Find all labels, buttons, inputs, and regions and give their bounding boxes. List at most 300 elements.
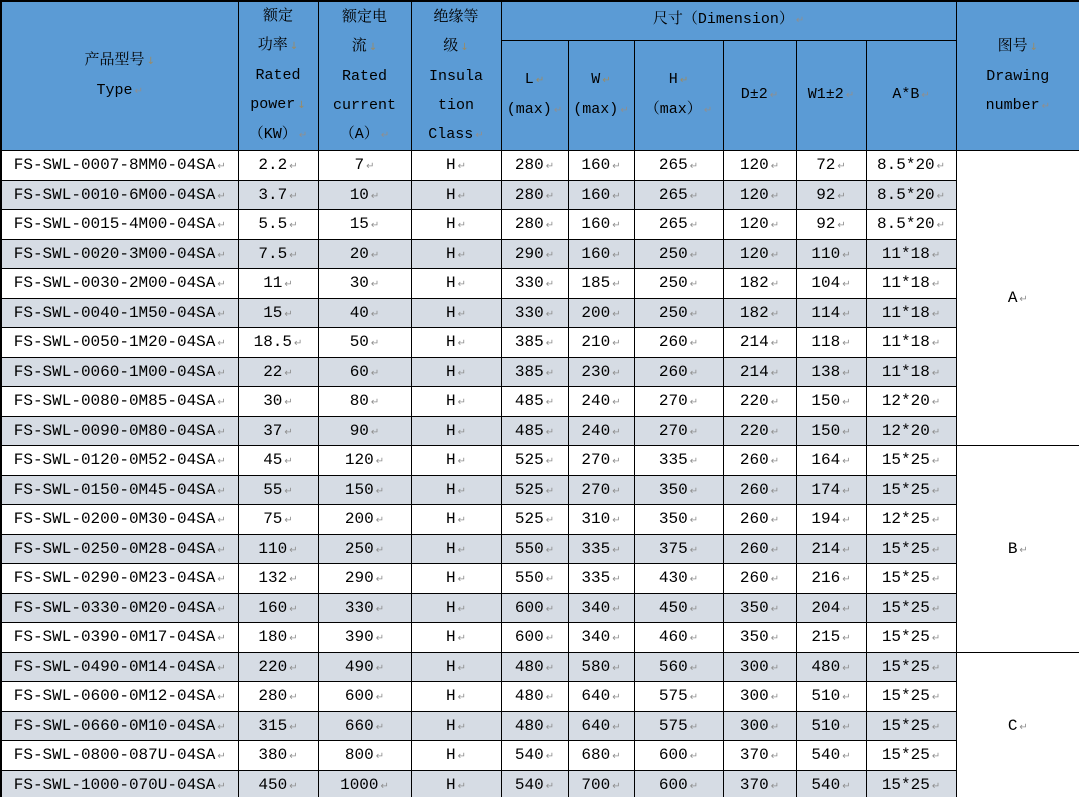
cell-value: 55 xyxy=(263,480,283,499)
para-mark-icon: ↵ xyxy=(837,220,846,232)
cell-power xyxy=(238,770,318,797)
header-current-en1: Rated xyxy=(341,67,387,85)
cell-value: 480 xyxy=(514,716,544,735)
para-mark-icon: ↵ xyxy=(931,544,941,556)
cell-value: 214 xyxy=(739,362,769,381)
cell-value: H xyxy=(446,244,456,263)
cell-value: FS-SWL-0080-0M85-04SA xyxy=(13,392,216,411)
cell-insulation xyxy=(411,593,501,623)
cell-dim-ab xyxy=(866,711,956,741)
cell-dim-w xyxy=(568,180,634,210)
para-mark-icon: ↵ xyxy=(612,397,621,409)
para-mark-icon: ↵ xyxy=(842,574,851,586)
cell-value: 330 xyxy=(514,274,544,293)
para-mark-icon: ↵ xyxy=(375,692,385,704)
para-mark-icon: ↵ xyxy=(370,367,380,379)
cell-dim-d xyxy=(723,475,796,505)
para-mark-icon: ↵ xyxy=(689,367,699,379)
cell-current xyxy=(318,682,411,712)
cell-model xyxy=(1,151,238,181)
cell-insulation xyxy=(411,416,501,446)
para-mark-icon: ↵ xyxy=(1019,721,1028,733)
cell-value: 11*18 xyxy=(881,244,930,263)
cell-value: FS-SWL-0030-2M00-04SA xyxy=(13,274,216,293)
para-mark-icon: ↵ xyxy=(289,161,298,173)
cell-insulation xyxy=(411,682,501,712)
cell-value: 120 xyxy=(344,451,374,470)
cell-value: 215 xyxy=(811,628,841,647)
cell-value: H xyxy=(446,598,456,617)
linebreak-mark-icon: ↓ xyxy=(368,41,378,53)
cell-value: 300 xyxy=(739,716,769,735)
header-dim-h-label: H xyxy=(668,71,678,89)
cell-value: 204 xyxy=(811,598,841,617)
para-mark-icon: ↵ xyxy=(689,279,699,291)
cell-dim-h xyxy=(634,770,723,797)
cell-value: 50 xyxy=(349,333,369,352)
cell-value: 11*18 xyxy=(881,362,930,381)
cell-value: 300 xyxy=(739,657,769,676)
para-mark-icon: ↵ xyxy=(375,456,385,468)
para-mark-icon: ↵ xyxy=(612,249,621,261)
cell-value: 700 xyxy=(581,775,611,794)
table-body xyxy=(1,151,1079,797)
cell-dim-w xyxy=(568,210,634,240)
cell-value: 265 xyxy=(658,156,688,175)
cell-power xyxy=(238,682,318,712)
table-row xyxy=(1,269,1079,299)
cell-model xyxy=(1,298,238,328)
para-mark-icon: ↵ xyxy=(294,338,303,350)
para-mark-icon: ↵ xyxy=(769,90,779,102)
para-mark-icon: ↵ xyxy=(545,190,555,202)
cell-value: 280 xyxy=(514,185,544,204)
table-row xyxy=(1,357,1079,387)
para-mark-icon: ↵ xyxy=(612,485,621,497)
para-mark-icon: ↵ xyxy=(457,338,466,350)
para-mark-icon: ↵ xyxy=(689,751,699,763)
cell-dim-w xyxy=(568,770,634,797)
cell-dim-ab xyxy=(866,210,956,240)
para-mark-icon: ↵ xyxy=(770,574,780,586)
cell-value: 8.5*20 xyxy=(877,156,935,175)
cell-insulation xyxy=(411,652,501,682)
para-mark-icon: ↵ xyxy=(689,397,699,409)
cell-value: FS-SWL-0200-0M30-04SA xyxy=(13,510,216,529)
cell-value: 580 xyxy=(581,657,611,676)
para-mark-icon: ↵ xyxy=(457,603,466,615)
header-current-zh2: 流 xyxy=(351,37,367,55)
cell-value: 11 xyxy=(263,274,283,293)
cell-value: 260 xyxy=(739,451,769,470)
cell-value: 120 xyxy=(739,244,769,263)
para-mark-icon: ↵ xyxy=(289,751,298,763)
cell-dim-d xyxy=(723,770,796,797)
cell-dim-h xyxy=(634,416,723,446)
para-mark-icon: ↵ xyxy=(457,397,466,409)
header-dim-d xyxy=(723,40,796,150)
table-row xyxy=(1,593,1079,623)
para-mark-icon: ↵ xyxy=(217,633,226,645)
cell-model xyxy=(1,652,238,682)
para-mark-icon: ↵ xyxy=(842,249,851,261)
table-row xyxy=(1,564,1079,594)
cell-value: H xyxy=(446,628,456,647)
para-mark-icon: ↵ xyxy=(217,751,226,763)
cell-value: 7 xyxy=(354,156,365,175)
cell-power xyxy=(238,328,318,358)
cell-value: 370 xyxy=(739,775,769,794)
para-mark-icon: ↵ xyxy=(370,220,380,232)
cell-model xyxy=(1,475,238,505)
para-mark-icon: ↵ xyxy=(289,692,298,704)
cell-dim-h xyxy=(634,652,723,682)
cell-value: 160 xyxy=(581,185,611,204)
cell-value: 280 xyxy=(514,215,544,234)
cell-current xyxy=(318,593,411,623)
para-mark-icon: ↵ xyxy=(842,633,851,645)
cell-dim-h xyxy=(634,534,723,564)
para-mark-icon: ↵ xyxy=(1019,544,1028,556)
cell-value: 600 xyxy=(514,628,544,647)
cell-current xyxy=(318,564,411,594)
cell-value: 540 xyxy=(811,746,841,765)
table-row xyxy=(1,475,1079,505)
cell-value: 110 xyxy=(258,539,288,558)
cell-value: H xyxy=(446,274,456,293)
para-mark-icon: ↵ xyxy=(703,105,713,117)
cell-value: FS-SWL-0040-1M50-04SA xyxy=(13,303,216,322)
cell-value: 15*25 xyxy=(881,746,930,765)
para-mark-icon: ↵ xyxy=(457,279,466,291)
para-mark-icon: ↵ xyxy=(931,574,941,586)
cell-insulation xyxy=(411,210,501,240)
cell-value: 560 xyxy=(658,657,688,676)
header-dim-l-label: L xyxy=(524,71,534,89)
cell-dim-d xyxy=(723,652,796,682)
cell-value: 260 xyxy=(739,569,769,588)
cell-model xyxy=(1,741,238,771)
para-mark-icon: ↵ xyxy=(289,190,298,202)
para-mark-icon: ↵ xyxy=(457,692,466,704)
para-mark-icon: ↵ xyxy=(842,456,851,468)
para-mark-icon: ↵ xyxy=(380,129,390,141)
para-mark-icon: ↵ xyxy=(931,338,941,350)
para-mark-icon: ↵ xyxy=(770,190,780,202)
header-dim-ab xyxy=(866,40,956,150)
header-dim-l xyxy=(501,40,568,150)
cell-value: 45 xyxy=(263,451,283,470)
cell-value: 510 xyxy=(811,687,841,706)
para-mark-icon: ↵ xyxy=(931,279,941,291)
cell-insulation xyxy=(411,328,501,358)
cell-value: 92 xyxy=(816,185,836,204)
cell-value: 490 xyxy=(344,657,374,676)
para-mark-icon: ↵ xyxy=(842,367,851,379)
cell-dim-w1 xyxy=(796,387,866,417)
para-mark-icon: ↵ xyxy=(770,633,780,645)
header-insulation-en1: Insula xyxy=(428,67,483,85)
cell-dim-w1 xyxy=(796,711,866,741)
cell-insulation xyxy=(411,239,501,269)
cell-value: 550 xyxy=(514,539,544,558)
para-mark-icon: ↵ xyxy=(689,308,699,320)
para-mark-icon: ↵ xyxy=(689,692,699,704)
cell-dim-d xyxy=(723,505,796,535)
cell-dim-h xyxy=(634,328,723,358)
cell-dim-w1 xyxy=(796,770,866,797)
cell-current xyxy=(318,298,411,328)
cell-dim-h xyxy=(634,564,723,594)
cell-power xyxy=(238,151,318,181)
cell-value: 200 xyxy=(344,510,374,529)
para-mark-icon: ↵ xyxy=(545,279,555,291)
cell-value: 260 xyxy=(658,362,688,381)
cell-dim-ab xyxy=(866,269,956,299)
cell-value: 15*25 xyxy=(881,480,930,499)
para-mark-icon: ↵ xyxy=(842,780,851,792)
cell-dim-d xyxy=(723,328,796,358)
para-mark-icon: ↵ xyxy=(921,90,930,102)
cell-dim-w xyxy=(568,593,634,623)
para-mark-icon: ↵ xyxy=(612,279,621,291)
cell-value: H xyxy=(446,215,456,234)
cell-dim-w xyxy=(568,357,634,387)
para-mark-icon: ↵ xyxy=(770,485,780,497)
para-mark-icon: ↵ xyxy=(689,633,699,645)
header-dim-w1-label: W1±2 xyxy=(807,86,844,104)
cell-value: 250 xyxy=(344,539,374,558)
cell-power xyxy=(238,180,318,210)
cell-value: 110 xyxy=(811,244,841,263)
cell-dim-l xyxy=(501,475,568,505)
cell-power xyxy=(238,711,318,741)
header-current-unit: （A） xyxy=(339,125,379,143)
linebreak-mark-icon: ↓ xyxy=(1029,41,1039,53)
cell-model xyxy=(1,534,238,564)
cell-value: 180 xyxy=(258,628,288,647)
para-mark-icon: ↵ xyxy=(545,456,555,468)
para-mark-icon: ↵ xyxy=(284,456,293,468)
cell-current xyxy=(318,505,411,535)
cell-dim-l xyxy=(501,652,568,682)
header-dim-w1 xyxy=(796,40,866,150)
para-mark-icon: ↵ xyxy=(457,249,466,261)
para-mark-icon: ↵ xyxy=(770,662,780,674)
table-row xyxy=(1,741,1079,771)
cell-dim-w xyxy=(568,446,634,476)
cell-value: 485 xyxy=(514,421,544,440)
cell-current xyxy=(318,711,411,741)
cell-dim-w xyxy=(568,416,634,446)
cell-dim-d xyxy=(723,387,796,417)
para-mark-icon: ↵ xyxy=(284,426,293,438)
para-mark-icon: ↵ xyxy=(217,662,226,674)
para-mark-icon: ↵ xyxy=(689,515,699,527)
cell-dim-ab xyxy=(866,357,956,387)
cell-dim-d xyxy=(723,623,796,653)
cell-value: 250 xyxy=(658,303,688,322)
cell-value: H xyxy=(446,687,456,706)
cell-model xyxy=(1,387,238,417)
cell-value: 120 xyxy=(739,215,769,234)
para-mark-icon: ↵ xyxy=(931,721,941,733)
table-row xyxy=(1,652,1079,682)
para-mark-icon: ↵ xyxy=(689,780,699,792)
cell-value: 15*25 xyxy=(881,687,930,706)
header-power-en2: power xyxy=(250,96,296,113)
cell-dim-w xyxy=(568,328,634,358)
para-mark-icon: ↵ xyxy=(217,367,226,379)
cell-dim-d xyxy=(723,682,796,712)
cell-value: 260 xyxy=(739,539,769,558)
cell-dim-ab xyxy=(866,298,956,328)
para-mark-icon: ↵ xyxy=(837,190,846,202)
para-mark-icon: ↵ xyxy=(770,692,780,704)
cell-value: 450 xyxy=(658,598,688,617)
cell-value: 230 xyxy=(581,362,611,381)
cell-dim-w xyxy=(568,741,634,771)
header-dim-w-max: (max) xyxy=(573,101,619,119)
para-mark-icon: ↵ xyxy=(842,692,851,704)
header-dimension xyxy=(501,1,956,40)
cell-dim-h xyxy=(634,239,723,269)
cell-value: 214 xyxy=(811,539,841,558)
para-mark-icon: ↵ xyxy=(457,456,466,468)
cell-dim-w1 xyxy=(796,475,866,505)
cell-value: 485 xyxy=(514,392,544,411)
cell-value: 150 xyxy=(811,392,841,411)
para-mark-icon: ↵ xyxy=(1041,100,1051,112)
cell-dim-ab xyxy=(866,475,956,505)
cell-value: 75 xyxy=(263,510,283,529)
cell-value: 210 xyxy=(581,333,611,352)
table-row xyxy=(1,534,1079,564)
para-mark-icon: ↵ xyxy=(217,338,226,350)
cell-insulation xyxy=(411,475,501,505)
para-mark-icon: ↵ xyxy=(612,367,621,379)
para-mark-icon: ↵ xyxy=(457,574,466,586)
cell-current xyxy=(318,328,411,358)
cell-value: 160 xyxy=(258,598,288,617)
cell-value: 15*25 xyxy=(881,539,930,558)
cell-dim-w1 xyxy=(796,741,866,771)
cell-dim-h xyxy=(634,180,723,210)
para-mark-icon: ↵ xyxy=(370,190,380,202)
cell-value: 8.5*20 xyxy=(877,185,935,204)
cell-value: 260 xyxy=(739,510,769,529)
cell-current xyxy=(318,652,411,682)
para-mark-icon: ↵ xyxy=(770,220,780,232)
cell-dim-l xyxy=(501,269,568,299)
cell-value: 3.7 xyxy=(258,185,288,204)
table-header xyxy=(1,1,1079,151)
para-mark-icon: ↵ xyxy=(217,426,226,438)
header-dim-l-max: (max) xyxy=(506,101,552,119)
para-mark-icon: ↵ xyxy=(845,90,855,102)
cell-value: 600 xyxy=(658,746,688,765)
para-mark-icon: ↵ xyxy=(770,751,780,763)
cell-value: 480 xyxy=(514,687,544,706)
para-mark-icon: ↵ xyxy=(689,190,699,202)
cell-dim-l xyxy=(501,151,568,181)
cell-model xyxy=(1,770,238,797)
cell-dim-l xyxy=(501,770,568,797)
para-mark-icon: ↵ xyxy=(612,308,621,320)
cell-value: 270 xyxy=(581,480,611,499)
cell-dim-w1 xyxy=(796,505,866,535)
para-mark-icon: ↵ xyxy=(931,456,941,468)
cell-dim-ab xyxy=(866,593,956,623)
cell-insulation xyxy=(411,623,501,653)
cell-value: 330 xyxy=(344,598,374,617)
para-mark-icon: ↵ xyxy=(931,397,941,409)
cell-value: 15 xyxy=(349,215,369,234)
para-mark-icon: ↵ xyxy=(457,662,466,674)
header-power-zh2: 功率 xyxy=(257,37,288,54)
cell-value: 220 xyxy=(258,657,288,676)
para-mark-icon: ↵ xyxy=(689,338,699,350)
para-mark-icon: ↵ xyxy=(545,515,555,527)
cell-value: 194 xyxy=(811,510,841,529)
para-mark-icon: ↵ xyxy=(289,603,298,615)
cell-value: 380 xyxy=(258,746,288,765)
table-row xyxy=(1,711,1079,741)
cell-dim-h xyxy=(634,741,723,771)
cell-dim-h xyxy=(634,210,723,240)
cell-value: 260 xyxy=(739,480,769,499)
para-mark-icon: ↵ xyxy=(375,544,385,556)
cell-value: 680 xyxy=(581,746,611,765)
para-mark-icon: ↵ xyxy=(545,308,555,320)
para-mark-icon: ↵ xyxy=(217,721,226,733)
cell-value: 350 xyxy=(739,628,769,647)
cell-value: 575 xyxy=(658,716,688,735)
para-mark-icon: ↵ xyxy=(612,662,621,674)
para-mark-icon: ↵ xyxy=(770,367,780,379)
para-mark-icon: ↵ xyxy=(370,338,380,350)
para-mark-icon: ↵ xyxy=(284,397,293,409)
para-mark-icon: ↵ xyxy=(457,367,466,379)
cell-dim-h xyxy=(634,357,723,387)
para-mark-icon: ↵ xyxy=(837,161,846,173)
cell-value: 120 xyxy=(739,185,769,204)
cell-power xyxy=(238,475,318,505)
cell-model xyxy=(1,328,238,358)
para-mark-icon: ↵ xyxy=(370,397,380,409)
cell-power xyxy=(238,416,318,446)
cell-power xyxy=(238,623,318,653)
cell-value: 120 xyxy=(739,156,769,175)
para-mark-icon: ↵ xyxy=(842,397,851,409)
cell-insulation xyxy=(411,151,501,181)
cell-model xyxy=(1,564,238,594)
cell-value: 240 xyxy=(581,421,611,440)
cell-power xyxy=(238,239,318,269)
cell-dim-w xyxy=(568,239,634,269)
table-row xyxy=(1,151,1079,181)
cell-value: 60 xyxy=(349,362,369,381)
cell-value: FS-SWL-0120-0M52-04SA xyxy=(13,451,216,470)
para-mark-icon: ↵ xyxy=(770,780,780,792)
cell-value: FS-SWL-0250-0M28-04SA xyxy=(13,539,216,558)
cell-value: 18.5 xyxy=(253,333,292,352)
cell-value: 72 xyxy=(816,156,836,175)
header-dim-w xyxy=(568,40,634,150)
para-mark-icon: ↵ xyxy=(842,544,851,556)
cell-current xyxy=(318,475,411,505)
cell-value: 150 xyxy=(811,421,841,440)
